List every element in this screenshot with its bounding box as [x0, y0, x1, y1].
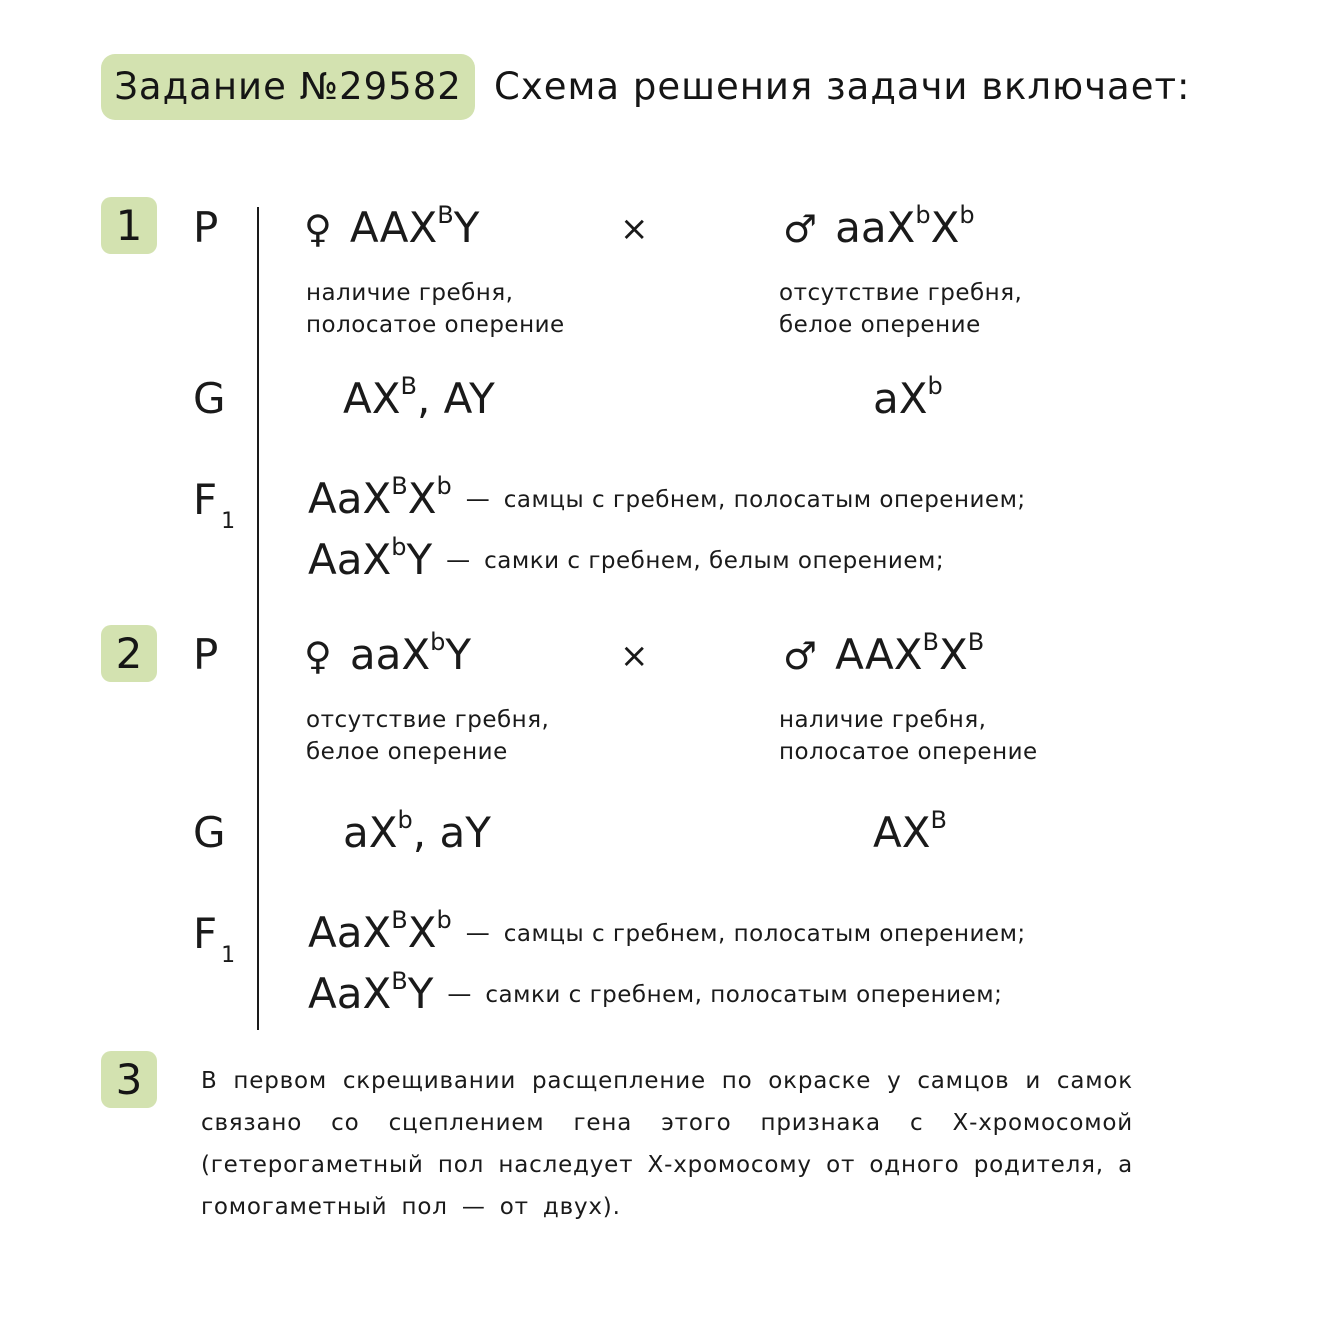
step-1-badge: 1: [101, 197, 157, 254]
step-2-f1-offspring-2: AaX$^B$Y — самки с гребнем, полосатым оперением;: [308, 967, 1003, 1018]
step-1-f1-offspring-1: $AaX^BX^b$ — самцы с гребнем, полосатым оперением;: [308, 472, 1026, 523]
step-1-f1-offspring-2: AaX$^b$Y — самки с гребнем, белым оперением;: [308, 533, 945, 584]
cross-symbol: ×: [620, 209, 649, 249]
step-2-p-male: ♂ $AAX^BX^B$: [783, 628, 985, 679]
cross-symbol: ×: [620, 636, 649, 676]
step-2-male-phenotype: наличие гребня, полосатое оперение: [779, 707, 1038, 765]
step-1-male-phenotype: отсутствие гребня, белое оперение: [779, 280, 1023, 338]
female-icon: ♀: [304, 207, 332, 251]
step-1-g-label: G: [193, 374, 226, 423]
step-2-female-phenotype: отсутствие гребня, белое оперение: [306, 707, 550, 765]
step-1-p-male: ♂ $aaX^bX^b$: [783, 201, 975, 252]
step-3-badge: 3: [101, 1051, 157, 1108]
step-2-badge: 2: [101, 625, 157, 682]
step-1-f1-label: F $_1$: [193, 475, 236, 534]
step-2-p-label: P: [193, 630, 219, 679]
female-icon: ♀: [304, 634, 332, 678]
scheme-divider-line: [257, 207, 259, 1030]
page-title: Схема решения задачи включает:: [494, 65, 1191, 108]
male-icon: ♂: [783, 207, 818, 251]
step-1-p-label: P: [193, 203, 219, 252]
step-2-f1-label: F $_1$: [193, 909, 236, 968]
conclusion-text: В первом скрещивании расщепление по окраске у самцов и самок связано со сцеплением гена этого признака с Х-хромосомой (гетерогаметный пол наследует Х-хромосому от одного родителя, а гомогаметный пол — от двух).: [201, 1068, 1133, 1220]
step-1-female-phenotype: наличие гребня, полосатое оперение: [306, 280, 565, 338]
task-number-badge: Задание №29582: [101, 54, 475, 120]
step-2-g-male: $AX^B$: [873, 806, 947, 857]
step-2-g-label: G: [193, 808, 226, 857]
step-2-f1-offspring-1: $AaX^BX^b$ — самцы с гребнем, полосатым оперением;: [308, 906, 1026, 957]
step-2-g-female: $aX^b$, aY: [343, 806, 491, 857]
step-1-p-female: ♀ $AAX^BY$: [304, 201, 480, 252]
step-2-p-female: ♀ aaX$^b$Y: [304, 628, 471, 679]
male-icon: ♂: [783, 634, 818, 678]
step-1-g-female: $AX^B$, AY: [343, 372, 495, 423]
step-1-g-male: $aX^b$: [873, 372, 943, 423]
